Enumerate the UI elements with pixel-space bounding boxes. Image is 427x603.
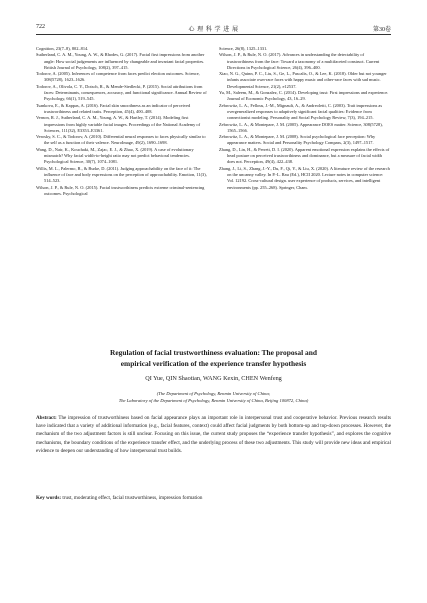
reference-entry: Wilson, J. P., & Rule, N. O. (2017). Advances in understanding the detectability of trustworthiness from the face: Toward a taxonomy of a multifaceted construct. Current Directions in Psychological Science, 26(4), 396–400. bbox=[219, 52, 380, 70]
abstract-label: Abstract: bbox=[36, 415, 57, 421]
title-line: Regulation of facial trustworthiness evaluation: The proposal and bbox=[110, 348, 317, 357]
reference-entry: Verosky, S. C., & Todorov, A. (2010). Differential neural responses to faces physically similar to the self as a function of their valence. NeuroImage, 49(2), 1690–1698. bbox=[36, 134, 206, 146]
running-header bbox=[36, 24, 391, 35]
reference-entry: Yu, M., Saleem, M., & Gonzalez, C. (2014). Developing trust: First impressions and experience. Journal of Economic Psychology, 43, 16–29. bbox=[219, 90, 389, 102]
reference-entry: Zhang, J., Li, S., Zhang, J.-Y., Du, F., Qi, Y., & Liu, X. (2020). A literature review of the research on the uncanny valley. In P.-L. Rau (Ed.), HCII 2020. Lecture notes in computer science: Vol. 12192. Cross-cultural design. user experience of products, services, and intelligent environments (pp. 255–268). Springer, Cham. bbox=[219, 165, 390, 190]
abstract bbox=[36, 414, 391, 455]
reference-entry: Zebrowitz, L. A., & Montepare, J. M. (2005). Appearance DOES matter. Science, 308(5728), 1565–1566. bbox=[219, 121, 383, 133]
reference-entry: Xiao, N. G., Quinn, P. C., Liu, S., Ge, L., Pascalis, O., & Lee, K. (2018). Older but not younger infants associate own-race faces with happy music and other-race faces with sad music. Developmental Science, 21(2), e12537. bbox=[219, 71, 387, 89]
affiliation bbox=[36, 390, 391, 405]
reference-entry: Zebrowitz, L. A., & Montepare, J. M. (2008). Social psychological face perception: Why appearance matters. Social and Personality Psychology Compass, 2(3), 1497–1517. bbox=[219, 134, 376, 146]
reference-entry: Vernon, R. J., Sutherland, C. A. M., Young, A. W., & Hartley, T. (2014). Modeling first impressions from highly variable facial images. Proceedings of the National Academy of Sciences, 111(32), E3353–E3361. bbox=[36, 115, 201, 133]
reference-list bbox=[36, 46, 391, 334]
affiliation-line: (The Department of Psychology, Renmin University of China; bbox=[156, 391, 271, 396]
reference-entry: Willis, M. L., Palermo, R., & Burke, D. (2011). Judging approachability on the face of it: The influence of face and body expressions on the perception of approachability. Emotion, 11(3), 514–523. bbox=[36, 165, 207, 184]
reference-entry: Zebrowitz, L. A., Fellous, J.-M., Mignault, A., & Andreoletti, C. (2003). Trait impressions as overgeneralized responses to adaptively significant facial qualities: Evidence from connectionist modeling. Personality and Social Psychology Review, 7(3), 194–215. bbox=[219, 102, 383, 121]
reference-column-left bbox=[36, 46, 208, 334]
title-line: empirical verification of the experience transfer hypothesis bbox=[120, 358, 307, 368]
journal-name: 心 理 科 学 进 展 bbox=[188, 27, 239, 33]
reference-entry: Wilson, J. P., & Rule, N. O. (2015). Facial trustworthiness predicts extreme criminal-sentencing outcomes. Psychological bbox=[36, 184, 205, 196]
reference-entry: Zhang, D., Lin, H., & Perrett, D. I. (2020). Apparent emotional expression explains the effects of head posture on perceived trustworthiness and dominance, but a measure of facial width does not. Perception, 49(4), 422–438. bbox=[219, 146, 390, 165]
reference-entry: Todorov, A., Olivola, C. Y., Dotsch, R., & Mende-Siedlecki, P. (2015). Social attributions from faces: Determinants, consequences, accuracy, and functional significance. Annual Review of Psychology, 66(1), 519–545. bbox=[36, 83, 207, 102]
reference-entry: Tsankova, E., & Kappas, A. (2016). Facial skin smoothness as an indicator of perceived trustworthiness and related traits. Perception, 45(4), 400–408. bbox=[36, 102, 191, 114]
author-list: QI Yue, QIN Shaotian, WANG Kexin, CHEN Wenfeng bbox=[145, 375, 282, 382]
abstract-text: The impression of trustworthiness based on facial appearance plays an important role in interpersonal trust and cooperative behavior. Previous research results have indicated that a variety of additional information (e.g., facial features, context) could affect facial judgments by both bottom-up and top-down processes. However, the mechanism of the two adjustment factors is still unclear. Focusing on this issue, the current study proposes the “experience transfer hypothesis”, and explores the cognitive mechanisms, the boundary conditions of the experience transfer effect, and the underlying process of these two adjustments. This study will provide new ideas and empirical evidence to deepen our understanding of how interpersonal trust builds. bbox=[36, 415, 391, 454]
reference-entry: Wang, D., Nair, K., Kouchaki, M., Zajac, E. J., & Zhao, X. (2019). A case of evolutionary mismatch? Why facial width-to-height ratio may not predict behavioral tendencies. Psychological Science, 30(7), 1074–1081. bbox=[36, 146, 194, 165]
reference-entry: Science, 26(8), 1325–1331. bbox=[219, 46, 268, 51]
reference-entry: Cognition, 23(7–8), 802–814. bbox=[36, 46, 89, 51]
article-title bbox=[36, 348, 391, 369]
page-number: 722 bbox=[36, 24, 45, 30]
keywords bbox=[36, 494, 391, 502]
reference-column-right bbox=[219, 46, 391, 334]
affiliation-line: The Laboratory of the Department of Psychology, Renmin University of China, Beijing 100872, China) bbox=[118, 398, 309, 404]
reference-entry: Todorov, A. (2005). Inferences of competence from faces predict election outcomes. Science, 308(5728), 1623–1626. bbox=[36, 71, 200, 83]
keywords-label: Key words: bbox=[36, 495, 62, 501]
reference-entry: Sutherland, C. A. M., Young, A. W., & Rhodes, G. (2017). Facial first impressions from another angle: How social judgements are influenced by changeable and invariant facial properties. British Journal of Psychology, 108(2), 397–415. bbox=[36, 52, 205, 70]
volume-label: 第30卷 bbox=[372, 27, 391, 33]
keywords-text: trust, moderating effect, facial trustworthiness, impression formation bbox=[62, 495, 203, 501]
